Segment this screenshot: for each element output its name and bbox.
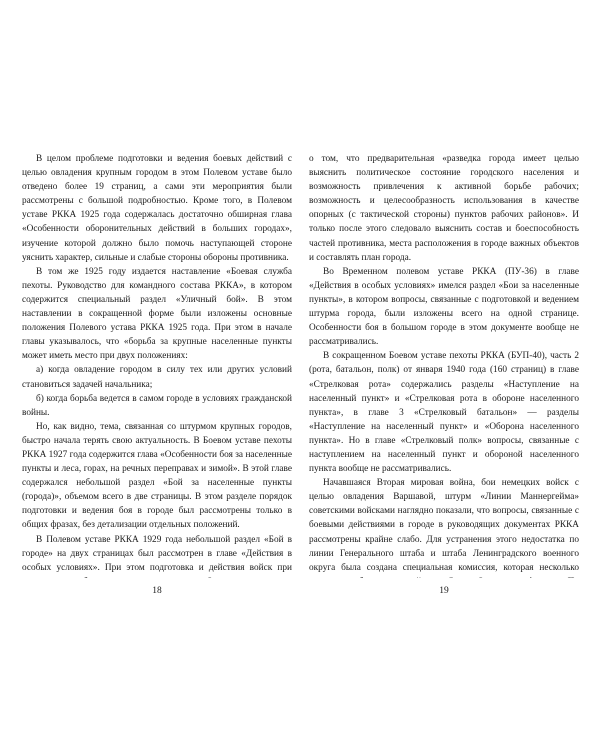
paragraph: б) когда борьба ведется в самом городе в условиях гражданской войны. bbox=[22, 393, 292, 418]
left-page bbox=[22, 152, 292, 602]
paragraph: Во Временном полевом уставе РККА (ПУ-36) в главе «Действия в особых условиях» имелся раздел «Бои за населенные пункты», в котором вопросы, связанные с подготовкой и ведением штурма города, были изложены всего на одной странице. Особенности боя в большом городе в этом документе вообще не рассматривались. bbox=[309, 266, 579, 348]
paragraph: Но, как видно, тема, связанная со штурмом крупных городов, быстро начала терять свою актуальность. В Боевом уставе пехоты РККА 1927 года содержится глава «Особенности боя за населенные пункты и леса, горах, на речных переправах и зимой». В этой главе содержался небольшой раздел «Бой за населенные пункты (города)», объемом всего в две страницы. В этом разделе порядок подготовки и ведения боя в городе был рассмотрены только в общих фразах, без детализации отдельных положений. bbox=[22, 421, 292, 531]
paragraph: В целом проблеме подготовки и ведения боевых действий с целью овладения крупным городом в этом Полевом уставе было отведено более 19 страниц, а сами эти мероприятия были рассмотрены с большой подробностью. Кроме того, в Полевом уставе РККА 1925 года содержалась достаточно обширная глава «Особенности оборонительных действий в больших городах», изучение которой должно было помочь наступающей стороне уяснить характер, сильные и слабые стороны обороны противника. bbox=[22, 154, 292, 263]
paragraph: В сокращенном Боевом уставе пехоты РККА (БУП-40), часть 2 (рота, батальон, полк) от января 1940 года (160 страниц) в главе «Стрелковая рота» содержались разделы «Наступление на населенный пункт» и «Стрелковая рота в обороне населенного пункта», в главе 3 «Стрелковый батальон» — разделы «Наступление на населенный пункт» и «Оборона населенного пункта». Но в главе «Стрелковый полк» вопросы, связанные с наступлением на населенный пункт и обороной населенного пункта вообще не рассматривались. bbox=[309, 351, 579, 475]
left-page-text bbox=[22, 152, 292, 578]
paragraph: В том же 1925 году издается наставление «Боевая служба пехоты. Руководство для командного состава РККА», в котором содержится специальный раздел «Уличный бой». В этом наставлении в сокращенной форме были изложены основные положения Полевого устава РККА 1925 года. При этом в начале главы указывалось, что «борьба за крупные населенные пункты может иметь место при двух положениях: bbox=[22, 266, 292, 362]
paragraph: Начавшаяся Вторая мировая война, бои немецких войск с целью овладения Варшавой, штурм «Линии Маннергейма» советскими войсками наглядно показали, что вопросы, связанные с боевыми действиями в городе в руководящих документах РККА рассмотрены крайне слабо. Для устранения этого недостатка по линии Генерального штаба и штаба Ленинградского военного округа была создана специальная комиссия, которая несколько bbox=[309, 478, 579, 573]
paragraph: В Полевом уставе РККА 1929 года небольшой раздел «Бой в городе» на двух страницах был рассмотрен в главе «Действия в особых условиях». При этом подготовка и действия войск при bbox=[22, 534, 292, 573]
right-page-text bbox=[309, 152, 579, 578]
right-page bbox=[309, 152, 579, 602]
page-number: 19 bbox=[439, 586, 449, 596]
page-number: 18 bbox=[152, 586, 162, 596]
paragraph: о том, что предварительная «разведка города имеет целью выяснить политическое состояние городского населения и возможность привлечения к активной борьбе рабочих; возможность и целесообразность использования в качестве опорных (с тактической стороны) пунктов рабочих районов». И только после этого следовало выяснить состав и боеспособность частей противника, места расположения в городе важных объектов и составлять план города. bbox=[309, 154, 579, 263]
paragraph: а) когда овладение городом в силу тех или других условий становиться задачей начальника; bbox=[22, 365, 292, 390]
